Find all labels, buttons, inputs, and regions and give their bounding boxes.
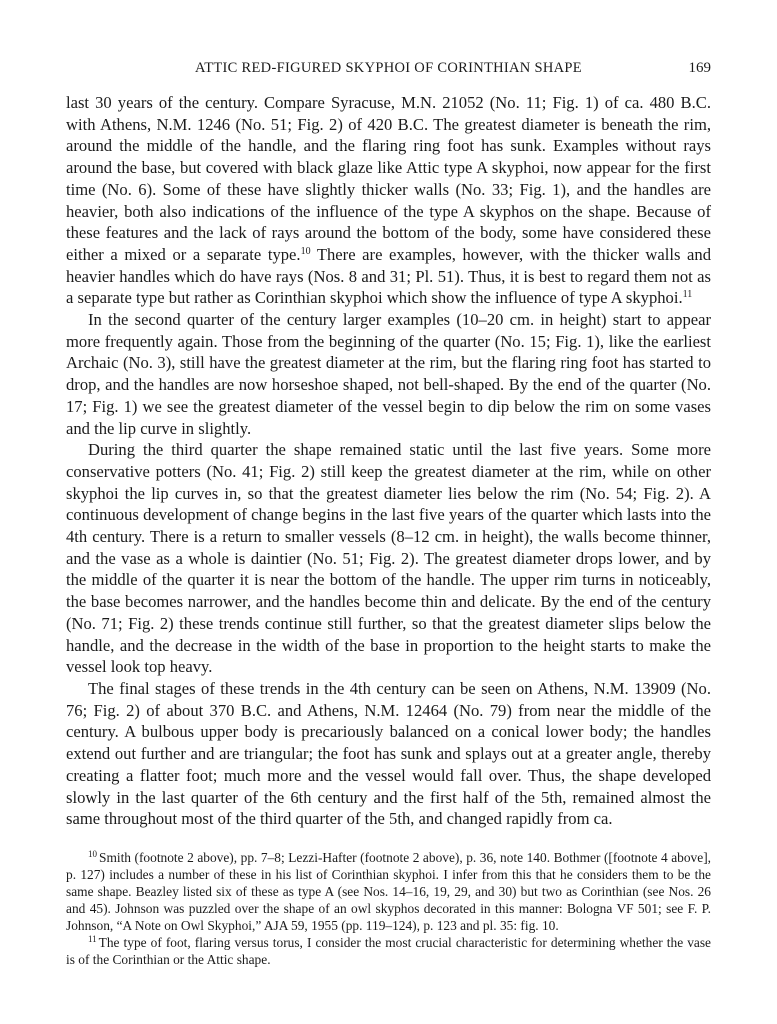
running-head <box>66 60 711 80</box>
footnotes <box>66 849 711 968</box>
footnote-11-mark: 11 <box>88 934 97 944</box>
running-title: ATTIC RED-FIGURED SKYPHOI OF CORINTHIAN SHAPE <box>195 60 582 76</box>
body-text <box>66 92 711 830</box>
paragraph-1 <box>66 92 711 309</box>
footnote-ref-10: 10 <box>300 245 311 257</box>
footnote-11-text: The type of foot, flaring versus torus, I consider the most crucial characteristic for determining whether the vase is of the Corinthian or the Attic shape. <box>66 935 711 967</box>
footnote-10 <box>66 849 711 934</box>
page-number: 169 <box>688 60 711 76</box>
footnote-11 <box>66 934 711 968</box>
paragraph-2: In the second quarter of the century larger examples (10–20 cm. in height) start to appear more frequently again. Those from the beginning of the quarter (No. 15; Fig. 1), like the earliest Archaic (No. 3), still have the greatest diameter at the rim, but the flaring ring foot has started to drop, and the handles are now horseshoe shaped, not bell-shaped. By the end of the quarter (No. 17; Fig. 1) we see the greatest diameter of the vessel begin to dip below the rim on some vases and the lip curve in slightly. <box>66 310 711 438</box>
footnote-10-mark: 10 <box>88 849 97 859</box>
paragraph-4: The final stages of these trends in the 4th century can be seen on Athens, N.M. 13909 (No. 76; Fig. 2) of about 370 B.C. and Athens, N.M. 12464 (No. 79) from near the middle of the century. A bulbous upper body is precariously balanced on a conical lower body; the handles extend out further and are triangular; the foot has sunk and splays out at a greater angle, thereby creating a flatter foot; much more and the vessel would fall over. Thus, the shape developed slowly in the last quarter of the 6th century and the first half of the 5th, remained almost the same throughout most of the third quarter of the 5th, and changed rapidly from ca. <box>66 678 711 829</box>
paragraph-3: During the third quarter the shape remained static until the last five years. Some more conservative potters (No. 41; Fig. 2) still keep the greatest diameter at the rim, while on other skyphoi the lip curves in, so that the greatest diameter lies below the rim (No. 54; Fig. 2). A continuous development of change begins in the last five years of the quarter which lasts into the 4th century. There is a return to smaller vessels (8–12 cm. in height), the walls become thinner, and the vase as a whole is daintier (No. 51; Fig. 2). The greatest diameter drops lower, and by the middle of the quarter it is near the bottom of the handle. The upper rim turns in noticeably, the base becomes narrower, and the handles become thin and delicate. By the end of the century (No. 71; Fig. 2) these trends continue still further, so that the greatest diameter slips below the handle, and the decrease in the width of the base in proportion to the height starts to make the vessel look top heavy. <box>66 440 711 677</box>
paragraph-1-text: last 30 years of the century. Compare Syracuse, M.N. 21052 (No. 11; Fig. 1) of ca. 480 B.C. with Athens, N.M. 1246 (No. 51; Fig. 2) of 420 B.C. The greatest diameter is beneath the rim, around the middle of the handle, and the flaring ring foot has sunk. Examples without rays around the base, but covered with black glaze like Attic type A skyphoi, now appear for the first time (No. 6). Some of these have slightly thicker walls (No. 33; Fig. 1), and the handles are heavier, both also indications of the influence of the type A skyphos on the shape. Because of these features and the lack of rays around the bottom of the body, some have considered these either a mixed or a separate type. <box>66 93 711 264</box>
footnote-10-text: Smith (footnote 2 above), pp. 7–8; Lezzi-Hafter (footnote 2 above), p. 36, note 140. Bothmer ([footnote 4 above], p. 127) includes a number of these in his list of Corinthian skyphoi. I infer from this that he considers them to be the same shape. Beazley listed six of these as type A (see Nos. 14–16, 19, 29, and 30) but two as Corinthian (see Nos. 26 and 45). Johnson was puzzled over the shape of an owl skyphos decorated in this manner: Bologna VF 501; see F. P. Johnson, “A Note on Owl Skyphoi,” AJA 59, 1955 (pp. 119–124), p. 123 and pl. 35: fig. 10. <box>66 850 711 933</box>
footnote-ref-11: 11 <box>682 289 693 301</box>
paragraph-1-text-cont: There are examples, however, with the thicker walls and heavier handles which do have rays (Nos. 8 and 31; Pl. 51). Thus, it is best to regard them not as a separate type but rather as Corinthian skyphoi which show the influence of type A skyphoi. <box>66 244 711 308</box>
